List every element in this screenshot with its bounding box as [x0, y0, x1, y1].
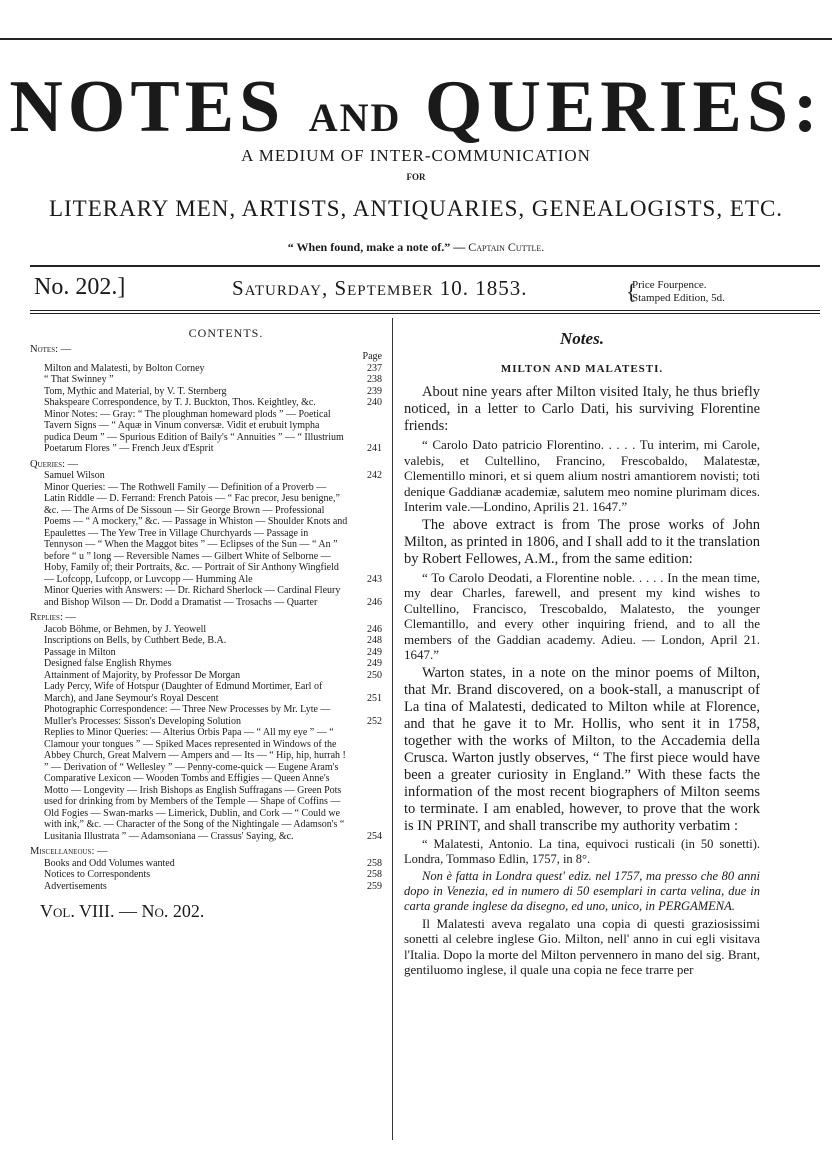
issue-date: Saturday, September 10. 1853.	[232, 276, 528, 300]
article-paragraph: “ Carolo Dato patricio Florentino. . . . . Tu interim, mi Carole, valebis, et Cultellino, Francino, Frescobaldo, Malatestæ, Clementillo minori, et si quem alium nostri amantiorem novisti; toti denique Gaddianæ academiæ, salutem meo nomine plurimam dices. Interim vale.—Londino, Aprilis 21. 1647.”	[404, 437, 760, 514]
contents-entry	[44, 658, 382, 670]
contents-entry	[44, 482, 382, 586]
contents-entry	[44, 869, 382, 881]
contents-entry-text: Milton and Malatesti, by Bolton Corney	[44, 362, 205, 374]
contents-entry-page: 249	[367, 658, 382, 669]
contents-entry-text: Advertisements	[44, 880, 107, 892]
issue-price	[626, 279, 725, 305]
contents-entry-page: 258	[367, 869, 382, 880]
masthead-for: FOR	[406, 172, 426, 182]
contents-section	[30, 612, 382, 842]
contents-entry	[44, 386, 382, 398]
contents-entry-text: Minor Notes: — Gray: “ The ploughman homeward plods ” — Poetical Tavern Signs — “ Aquæ in Vinum conversæ. Vidit et erubuit lympha pudica Deum ” — Spurious Edition of Baily's “ Annuities ” — “ Illustrium Poetarum Flores ” — French Jeux d'Esprit	[44, 408, 344, 454]
contents-entry-page: 248	[367, 635, 382, 646]
contents-entry	[44, 374, 382, 386]
article-paragraph: “ To Carolo Deodati, a Florentine noble. . . . . In the mean time, my dear Charles, farewell, and present my kind wishes to Cultellino, Francisco, Trescobaldo, Malatesto, the younger Clemantillo, and every other inquiring friend, and to all the members of the Gaddian academy. Adieu. — London, April 21. 1647.”	[404, 569, 760, 662]
issue-number: No. 202.]	[34, 274, 126, 300]
contents-entry	[44, 363, 382, 375]
issue-bar-rule-bottom-2	[30, 313, 820, 314]
contents-entry	[44, 681, 382, 704]
contents-entry-text: Minor Queries with Answers: — Dr. Richard Sherlock — Cardinal Fleury and Bishop Wilson — Dr. Dodd a Dramatist — Trosachs — Quarter	[44, 585, 341, 608]
motto-author: Captain Cuttle.	[468, 240, 545, 254]
contents-entry-page: 239	[367, 385, 382, 397]
contents-entry-page: 242	[367, 470, 382, 481]
contents-column	[30, 326, 382, 921]
price-brace: {	[626, 279, 637, 304]
contents-entry-text: Minor Queries: — The Rothwell Family — Definition of a Proverb — Latin Riddle — D. Ferrand: French Patois — “ Fac precor, Jesu benigne,” &c. — The Arms of De Sissoun — Sir George Brown — Professional Poems — “ A mockery,” &c. — Passage in Whiston — Shoulder Knots and Epaulettes — The Yew Tree in Village Churchyards — Passage in Tennyson — “ When the Maggot bites ” — Eclipses of the Sun — “ An ” before “ u ” long — Reversible Names — Gilbert White of Selborne — Hoby, Family of; their Portraits, &c. — Portrait of Sir Anthony Wingfield — Lofcopp, Lufcopp, or Luvcopp — Humming Ale	[44, 481, 348, 585]
contents-entry-text: Notices to Correspondents	[44, 869, 151, 880]
masthead-title	[0, 66, 832, 155]
contents-heading: CONTENTS.	[188, 326, 264, 340]
title-queries: QUERIES:	[424, 66, 823, 148]
contents-entry-text: Shakspeare Correspondence, by T. J. Buckton, Thos. Keightley, &c.	[44, 397, 316, 408]
contents-entry-page: 252	[367, 715, 382, 727]
contents-entry-page: 243	[367, 573, 382, 585]
contents-entry-text: Jacob Böhme, or Behmen, by J. Yeowell	[44, 623, 207, 635]
article-paragraph: Warton states, in a note on the minor poems of Milton, that Mr. Brand discovered, on a book-stall, a manuscript of La tina of Malatesti, dedicated to Milton while at Florence, and that he gave it to Mr. Hollis, who sent it in 1758, together with the works of Milton, to the Accademia della Crusca. Warton justly observes, “ The first piece would have been a greater curiosity in England.” With these facts the information of the most recent biographers of Milton seems to terminate. I am enabled, however, to prove that the work is IN PRINT, and shall transcribe my authority verbatim :	[404, 664, 760, 834]
contents-entry	[44, 704, 382, 727]
contents-entry-text: Attainment of Majority, by Professor De Morgan	[44, 669, 241, 681]
contents-entry-text: Tom, Mythic and Material, by V. T. Sternberg	[44, 385, 227, 397]
contents-entry-text: Books and Odd Volumes wanted	[44, 857, 175, 869]
contents-section	[30, 344, 382, 455]
contents-entry-page: 237	[367, 362, 382, 374]
masthead-audience: LITERARY MEN, ARTISTS, ANTIQUARIES, GENEALOGISTS, ETC.	[48, 196, 784, 221]
contents-section-label: Replies: —	[30, 612, 76, 623]
contents-entry-text: Lady Percy, Wife of Hotspur (Daughter of Edmund Mortimer, Earl of March), and Jane Seymour's Royal Descent	[44, 681, 323, 704]
contents-section-label: Notes: —	[30, 343, 72, 355]
notes-section-head: Notes.	[560, 329, 604, 348]
contents-entry-page: 258	[367, 857, 382, 869]
masthead-motto	[0, 240, 832, 255]
contents-entry-page: 241	[367, 443, 382, 454]
contents-entry	[44, 881, 382, 893]
volume-line: Vol. VIII. — No. 202.	[40, 901, 205, 921]
article-paragraph: “ Malatesti, Antonio. La tina, equivoci rusticali (in 50 sonetti). Londra, Tommaso Edlin, 1757, in 8°.	[404, 836, 760, 866]
contents-entry-text: Inscriptions on Bells, by Cuthbert Bede, B.A.	[44, 635, 227, 646]
contents-entry	[44, 585, 382, 608]
contents-entry-text: Designed false English Rhymes	[44, 658, 172, 669]
contents-entry	[44, 727, 382, 842]
contents-entry	[44, 409, 382, 455]
article-title: MILTON AND MALATESTI.	[500, 363, 664, 375]
contents-entry	[44, 647, 382, 659]
contents-page-label: Page	[362, 351, 382, 362]
contents-entry	[44, 470, 382, 482]
contents-entry	[44, 624, 382, 636]
contents-entry-page: 259	[367, 880, 382, 892]
motto-text: “ When found, make a note of.” —	[287, 240, 466, 254]
contents-section	[30, 459, 382, 609]
contents-entry-page: 254	[367, 830, 382, 842]
article-paragraph: Non è fatta in Londra quest' ediz. nel 1757, ma presso che 80 anni dopo in Venezia, ed in numero di 50 esemplari in carta velina, due in carta grande inglese da disegno, ed uno, unico, in PERGAMENA.	[404, 868, 760, 913]
contents-entry	[44, 635, 382, 647]
contents-list	[30, 344, 382, 893]
masthead-subtitle: A MEDIUM OF INTER-COMMUNICATION	[241, 146, 591, 165]
contents-entry-text: Photographic Correspondence: — Three New Processes by Mr. Lyte — Muller's Processes: Sisson's Developing Solution	[44, 704, 331, 727]
contents-entry	[44, 397, 382, 409]
price-line-2: Stamped Edition, 5d.	[632, 292, 725, 304]
article-paragraph: About nine years after Milton visited Italy, he thus briefly noticed, in a letter to Carlo Dati, his surviving Florentine friends:	[404, 384, 760, 434]
contents-entry-page: 246	[367, 596, 382, 608]
issue-bar-rule-bottom	[30, 310, 820, 311]
article-column	[404, 330, 760, 980]
contents-entry-page: 249	[367, 646, 382, 658]
contents-section	[30, 846, 382, 892]
title-and: AND	[308, 95, 402, 140]
contents-entry-page: 246	[367, 623, 382, 635]
issue-bar-rule-top	[30, 265, 820, 267]
contents-entry-text: Samuel Wilson	[44, 470, 105, 481]
title-notes: NOTES	[9, 66, 286, 148]
contents-entry-text: “ That Swinney ”	[44, 374, 114, 385]
article-paragraph: Il Malatesti aveva regalato una copia di questi graziosissimi sonetti al celebre inglese Gio. Milton, nell' anno in cui egli visitava l'Italia. Dopo la morte del Milton pervennero in mano del sig. Brant, gentiluomo inglese, il quale una copia ne fece trarre per	[404, 915, 760, 977]
contents-entry-page: 238	[367, 374, 382, 385]
contents-section-label: Miscellaneous: —	[30, 846, 108, 857]
contents-entry-text: Replies to Minor Queries: — Alterius Orbis Papa — “ All my eye ” — “ Clamour your tongues ” — Spiked Maces represented in Windows of the Abbey Church, Great Malvern — Ampers and — Its — “ Hip, hip, hurrah ! ” — Derivation of “ Wellesley ” — Penny-come-quick — Eugene Aram's Comparative Lexicon — Wooden Tombs and Effigies — Queen Anne's Motto — Longevity — Irish Bishops as English Suffragans — Green Pots used for drinking from by Members of the Temple — Shape of Coffins — Old Fogies — Swan-marks — Limerick, Dublin, and Cork — “ Could we with ink,” &c. — Character of the Song of the Nightingale — Adamson's “ Lusitania Illustrata ” — Adamsoniana — Crassus' Saying, &c.	[44, 727, 346, 842]
contents-entry	[44, 858, 382, 870]
column-divider	[392, 318, 393, 1140]
article-paragraph: The above extract is from The prose works of John Milton, as printed in 1806, and I shall add to it the translation by Robert Fellowes, A.M., from the same edition:	[404, 516, 761, 567]
price-line-1: Price Fourpence.	[632, 279, 707, 291]
contents-entry-text: Passage in Milton	[44, 646, 116, 658]
contents-entry-page: 251	[367, 692, 382, 704]
contents-entry	[44, 670, 382, 682]
contents-entry-page: 250	[367, 669, 382, 681]
contents-entry-page: 240	[367, 397, 382, 408]
top-rule	[0, 38, 832, 40]
contents-section-label: Queries: —	[30, 458, 79, 470]
